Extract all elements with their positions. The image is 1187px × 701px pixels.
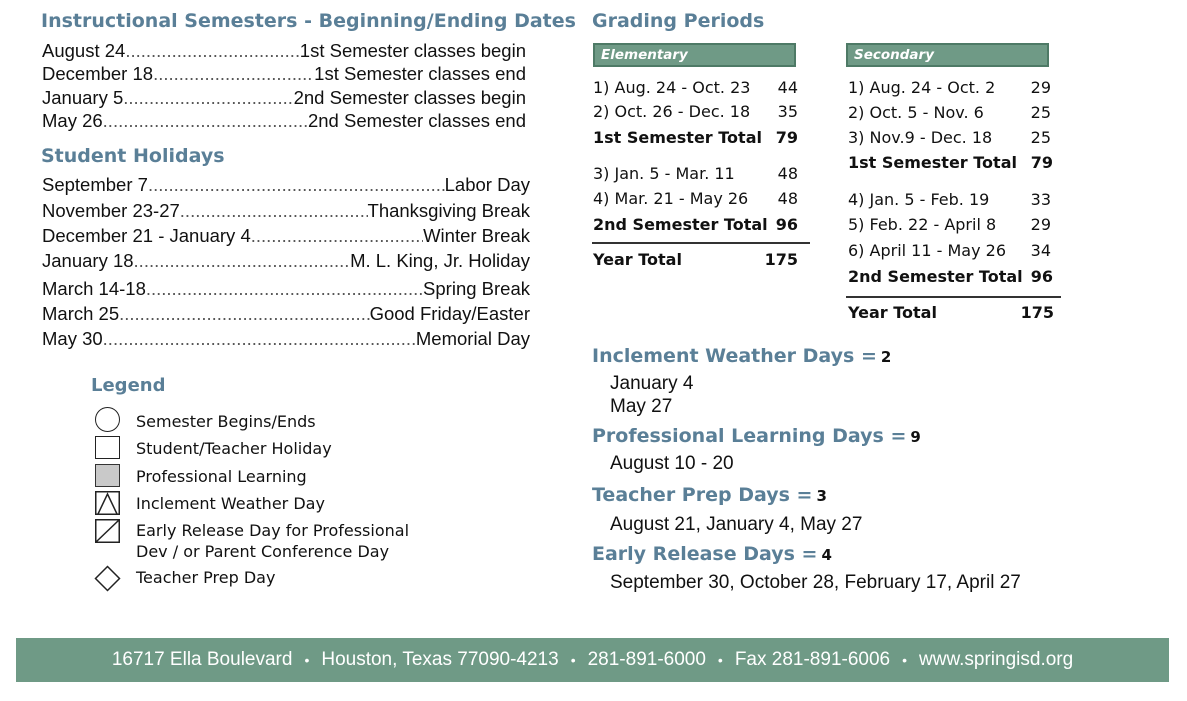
- row-date: September 7: [42, 174, 148, 195]
- row-event: Labor Day: [444, 174, 530, 195]
- row-date: November 23-27: [42, 200, 180, 221]
- grading-row: [593, 164, 798, 183]
- leader-dots: [123, 87, 293, 109]
- early-release-title-text: Early Release Days =: [592, 543, 818, 565]
- grading-row: [848, 128, 1051, 147]
- row-event: 1st Semester classes end: [314, 63, 526, 84]
- period-label: 1) Aug. 24 - Oct. 2: [848, 78, 996, 97]
- grading-row: [848, 78, 1051, 97]
- footer-bar: [16, 638, 1169, 682]
- period-days: 35: [777, 102, 798, 121]
- legend-label-line2: Dev / or Parent Conference Day: [136, 542, 390, 561]
- circle-icon: [95, 407, 120, 432]
- row-date: December 18: [42, 63, 154, 84]
- leader-dots: [251, 225, 423, 247]
- grading-row: [848, 241, 1051, 260]
- period-days: 175: [1020, 303, 1054, 322]
- row-date: August 24: [42, 40, 126, 61]
- row-event: Thanksgiving Break: [367, 200, 530, 221]
- leader-dots: [119, 303, 369, 325]
- leader-dots: [125, 40, 299, 62]
- period-days: 48: [777, 189, 798, 208]
- row-date: January 18: [42, 250, 134, 271]
- grading-row: [593, 78, 798, 97]
- inclement-title-text: Inclement Weather Days =: [592, 345, 877, 367]
- instructional-row: [42, 87, 526, 109]
- leader-dots: [103, 328, 416, 350]
- row-date: January 5: [42, 87, 124, 108]
- teacher-prep-title: [592, 484, 827, 506]
- early-release-count: 4: [821, 546, 832, 564]
- semester-total-row: [848, 267, 1053, 286]
- period-label: 4) Jan. 5 - Feb. 19: [848, 190, 990, 209]
- period-label: Year Total: [593, 250, 682, 269]
- instructional-row: [42, 40, 526, 62]
- legend-title: Legend: [91, 375, 166, 396]
- period-label: 2nd Semester Total: [593, 215, 768, 234]
- professional-title-text: Professional Learning Days =: [592, 425, 907, 447]
- period-days: 79: [775, 128, 798, 147]
- inclement-date: January 4: [610, 373, 694, 394]
- professional-count: 9: [910, 428, 921, 446]
- holidays-title: Student Holidays: [41, 145, 225, 167]
- leader-dots: [180, 200, 368, 222]
- row-event: Spring Break: [423, 278, 530, 299]
- footer-address: 16717 Ella Boulevard: [111, 649, 293, 670]
- period-label: 1st Semester Total: [848, 153, 1017, 172]
- row-date: May 30: [42, 328, 103, 349]
- period-days: 48: [777, 164, 798, 183]
- professional-title: [592, 425, 921, 447]
- period-days: 25: [1030, 128, 1051, 147]
- legend-label: Teacher Prep Day: [136, 568, 276, 587]
- leader-dots: [153, 63, 314, 85]
- period-days: 34: [1030, 241, 1051, 260]
- grading-row: [848, 215, 1051, 234]
- elementary-header: Elementary: [593, 43, 796, 67]
- slashed-square-icon: [95, 519, 120, 543]
- footer-city: Houston, Texas 77090-4213: [321, 649, 559, 670]
- early-release-title: [592, 543, 832, 565]
- legend-label: Inclement Weather Day: [136, 494, 325, 513]
- period-label: 3) Nov.9 - Dec. 18: [848, 128, 993, 147]
- period-label: 1st Semester Total: [593, 128, 762, 147]
- row-event: Memorial Day: [415, 328, 530, 349]
- year-total-row: [848, 303, 1054, 322]
- semester-total-row: [593, 215, 798, 234]
- footer-separator: •: [304, 652, 310, 668]
- row-event: Winter Break: [423, 225, 530, 246]
- period-label: 2) Oct. 5 - Nov. 6: [848, 103, 984, 122]
- holiday-row: [42, 328, 530, 350]
- footer-phone: 281-891-6000: [587, 649, 706, 670]
- row-event: 1st Semester classes begin: [299, 40, 526, 61]
- triangle-square-icon: [95, 491, 120, 515]
- period-days: 96: [1030, 267, 1053, 286]
- row-event: 2nd Semester classes end: [307, 110, 526, 131]
- inclement-title: [592, 345, 891, 367]
- period-label: Year Total: [848, 303, 937, 322]
- teacher-prep-dates: August 21, January 4, May 27: [610, 514, 863, 535]
- leader-dots: [148, 174, 445, 196]
- holiday-row: [42, 278, 530, 300]
- row-event: Good Friday/Easter: [369, 303, 530, 324]
- shaded-square-icon: [95, 464, 120, 487]
- row-date: March 14-18: [42, 278, 146, 299]
- professional-dates: August 10 - 20: [610, 453, 734, 474]
- row-date: December 21 - January 4: [42, 225, 251, 246]
- period-label: 2nd Semester Total: [848, 267, 1023, 286]
- row-date: March 25: [42, 303, 120, 324]
- period-days: 33: [1030, 190, 1051, 209]
- legend-label: Student/Teacher Holiday: [136, 439, 332, 458]
- teacher-prep-count: 3: [816, 487, 827, 505]
- semester-total-row: [593, 128, 798, 147]
- footer-separator: •: [570, 652, 576, 668]
- footer-separator: •: [717, 652, 723, 668]
- grading-title: Grading Periods: [592, 10, 765, 32]
- period-days: 29: [1030, 78, 1051, 97]
- legend-label: Early Release Day for Professional: [136, 521, 410, 540]
- grading-row: [848, 103, 1051, 122]
- year-total-row: [593, 250, 798, 269]
- period-label: 4) Mar. 21 - May 26: [593, 189, 749, 208]
- row-event: 2nd Semester classes begin: [293, 87, 526, 108]
- period-label: 6) April 11 - May 26: [848, 241, 1006, 260]
- period-days: 44: [777, 78, 798, 97]
- divider: [592, 242, 810, 244]
- row-date: May 26: [42, 110, 103, 131]
- period-days: 175: [764, 250, 798, 269]
- leader-dots: [146, 278, 423, 300]
- divider: [846, 296, 1061, 298]
- square-icon: [95, 436, 120, 459]
- period-label: 3) Jan. 5 - Mar. 11: [593, 164, 735, 183]
- inclement-count: 2: [880, 348, 892, 366]
- holiday-row: [42, 250, 530, 272]
- holiday-row: [42, 174, 530, 196]
- grading-row: [848, 190, 1051, 209]
- leader-dots: [134, 250, 351, 272]
- legend-label: Professional Learning: [136, 467, 307, 486]
- footer-website-link[interactable]: www.springisd.org: [919, 649, 1074, 670]
- period-label: 5) Feb. 22 - April 8: [848, 215, 997, 234]
- secondary-header: Secondary: [846, 43, 1049, 67]
- early-release-dates: September 30, October 28, February 17, April 27: [610, 572, 1021, 593]
- period-days: 29: [1030, 215, 1051, 234]
- holiday-row: [42, 200, 530, 222]
- instructional-row: [42, 63, 526, 85]
- footer-fax: Fax 281-891-6006: [734, 649, 891, 670]
- instructional-row: [42, 110, 526, 132]
- grading-row: [593, 189, 798, 208]
- leader-dots: [103, 110, 308, 132]
- holiday-row: [42, 225, 530, 247]
- semester-total-row: [848, 153, 1053, 172]
- period-days: 96: [775, 215, 798, 234]
- period-label: 1) Aug. 24 - Oct. 23: [593, 78, 751, 97]
- holiday-row: [42, 303, 530, 325]
- period-label: 2) Oct. 26 - Dec. 18: [593, 102, 751, 121]
- period-days: 25: [1030, 103, 1051, 122]
- grading-row: [593, 102, 798, 121]
- teacher-prep-title-text: Teacher Prep Days =: [592, 484, 813, 506]
- instructional-title: Instructional Semesters - Beginning/Ending Dates: [41, 10, 576, 32]
- row-event: M. L. King, Jr. Holiday: [350, 250, 530, 271]
- inclement-date: May 27: [610, 396, 673, 417]
- footer-separator: •: [902, 652, 908, 668]
- diamond-icon: [94, 565, 121, 592]
- period-days: 79: [1030, 153, 1053, 172]
- legend-label: Semester Begins/Ends: [136, 412, 316, 431]
